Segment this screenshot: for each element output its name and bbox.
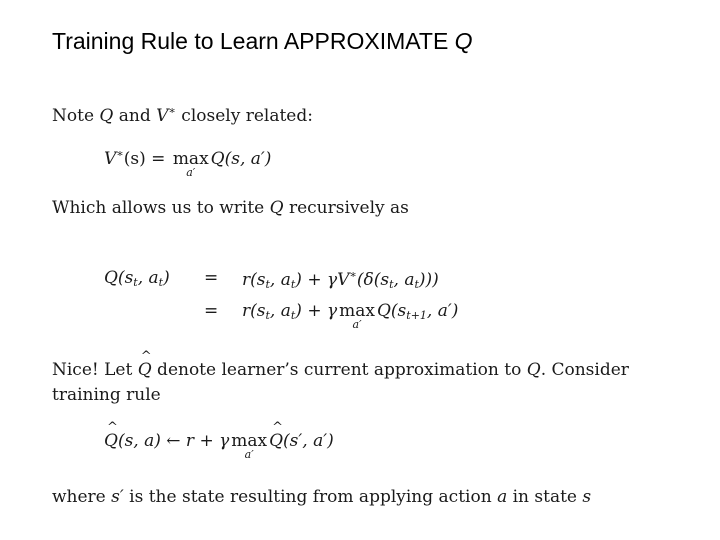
eq2-r1-f: ))) [418, 270, 439, 290]
nice-text-pre: Nice! Let [52, 360, 138, 380]
nice-text-post: . Consider [540, 360, 629, 380]
eq3-max [231, 431, 268, 461]
eq2-lhs-a: Q(s [104, 268, 134, 288]
nice-line [52, 360, 629, 380]
title-text: Training Rule to Learn APPROXIMATE [52, 28, 449, 54]
training-rule-line: training rule [52, 385, 161, 405]
note-q: Q [99, 106, 114, 126]
note-text-post: closely related: [175, 106, 313, 126]
recursive-q: Q [269, 198, 284, 218]
eq2-r1-e: , a [393, 270, 415, 290]
eq3-qhat-lhs: ^ Q [104, 431, 118, 451]
recursive-text-pre: Which allows us to write [52, 198, 270, 218]
eq2-r1-b: , a [269, 270, 291, 290]
eq2-r1-a: r(s [242, 270, 266, 290]
where-text-mid: is the state resulting from applying action [123, 487, 498, 507]
where-s-prime: s′ [111, 487, 124, 507]
eq1-rhs: Q(s, a′) [210, 149, 272, 169]
eq1-arg: (s) = [123, 149, 171, 169]
eq2-r1-sub: t [265, 278, 270, 291]
eq1-star: ∗ [116, 147, 124, 160]
where-s: s [582, 487, 592, 507]
eq1-max [172, 149, 209, 179]
nice-qhat: ^ Q [138, 360, 152, 380]
eq3-rhs-arg: (s′, a′) [283, 431, 334, 451]
eq2-max [339, 301, 375, 331]
recursive-line [52, 198, 409, 218]
eq2-r2-e: , a′) [426, 301, 459, 321]
where-line [52, 487, 591, 507]
eq2-r2-d: Q(s [376, 301, 407, 321]
eq3-max-text: max [231, 431, 268, 451]
eq2-lhs-sub2: t [158, 276, 164, 289]
eq1-v: V [104, 149, 117, 169]
eq2-r1-sub2: t [290, 278, 296, 291]
eq2-row1-rhs [242, 268, 439, 291]
where-a: a [497, 487, 508, 507]
note-text-mid: and [113, 106, 157, 126]
eq3-max-sub: a′ [244, 448, 254, 461]
where-text-mid2: in state [507, 487, 583, 507]
eq2-row2-eq: = [204, 301, 219, 321]
eq2-lhs-sub: t [133, 276, 138, 289]
eq2-max-sub: a′ [352, 318, 362, 331]
title-q: Q [454, 28, 473, 54]
eq2-row1-eq: = [204, 268, 219, 288]
eq2-r1-c: ) + γV [295, 270, 350, 290]
eq2-r2-sub3: t+1 [406, 309, 427, 322]
eq2-r2-b: , a [269, 301, 291, 321]
eq2-max-text: max [339, 301, 375, 321]
eq2-r2-sub: t [265, 309, 270, 322]
nice-text-mid: denote learner’s current approximation to [151, 360, 527, 380]
eq2-r1-sub3: t [389, 278, 394, 291]
eq2-r2-c: ) + γ [295, 301, 338, 321]
eq1-max-sub: a′ [186, 166, 196, 179]
equation-v-star [104, 147, 272, 179]
equation-q-update [104, 431, 334, 461]
eq2-lhs-c: ) [163, 268, 170, 288]
note-star: ∗ [168, 104, 176, 117]
eq2-row1-lhs [104, 268, 170, 289]
eq3-lhs-arg: (s, a) ← r + γ [117, 431, 230, 451]
recursive-text-post: recursively as [283, 198, 409, 218]
eq2-r1-star: ∗ [349, 268, 357, 281]
note-line [52, 104, 313, 126]
eq2-r1-sub4: t [414, 278, 419, 291]
slide-title [52, 28, 473, 55]
eq2-r2-sub2: t [290, 309, 296, 322]
where-text-pre: where [52, 487, 112, 507]
eq3-qhat-rhs: ^ Q [269, 431, 283, 451]
eq2-row2-rhs [242, 301, 459, 331]
eq2-r1-d: (δ(s [356, 270, 390, 290]
eq2-lhs-b: , a [137, 268, 159, 288]
eq2-r2-a: r(s [242, 301, 266, 321]
eq1-max-text: max [172, 149, 209, 169]
note-v: V [156, 106, 169, 126]
nice-q: Q [526, 360, 541, 380]
note-text-pre: Note [52, 106, 100, 126]
